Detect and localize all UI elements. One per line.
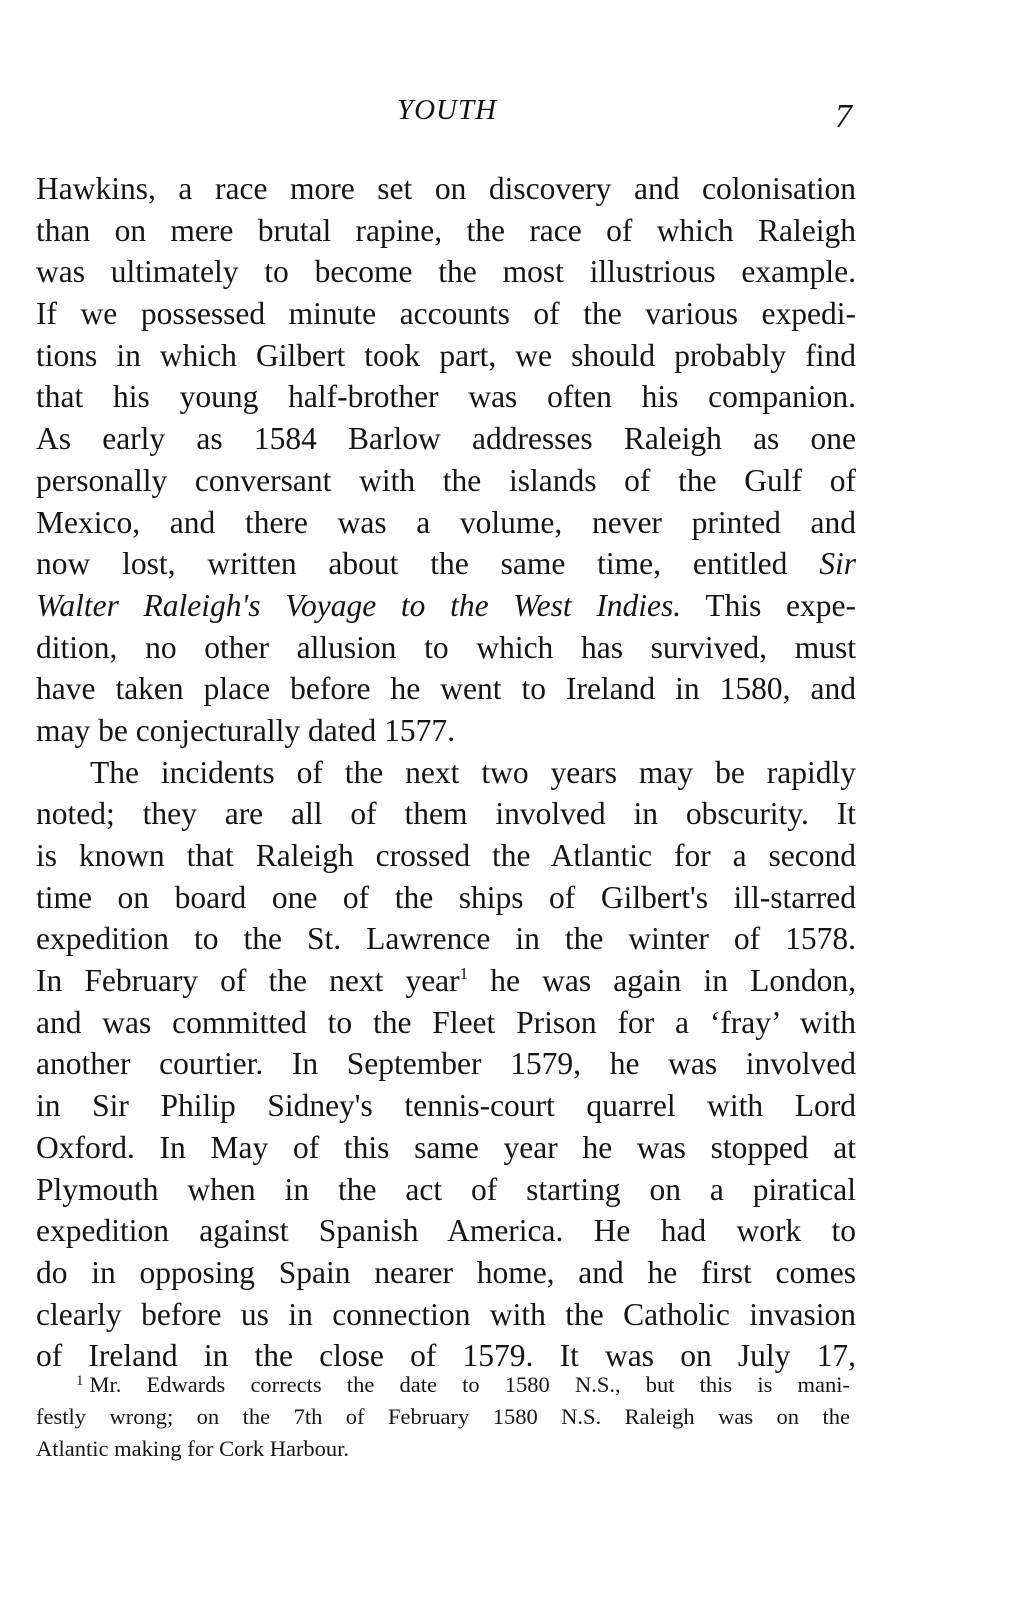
text-line bbox=[36, 960, 856, 1002]
running-head: YOUTH bbox=[396, 94, 498, 126]
text-line: may be conjecturally dated 1577. bbox=[36, 712, 455, 748]
text-line: If we possessed minute accounts of the various expedi- bbox=[36, 296, 856, 332]
text-line: The incidents of the next two years may be rapidly bbox=[90, 754, 856, 790]
text-line: time on board one of the ships of Gilbert's ill-starred bbox=[36, 879, 856, 915]
footnote-reference: 1 bbox=[459, 964, 469, 984]
footnote-text: Mr. Edwards corrects the date to 1580 N.S., but this is mani- bbox=[89, 1372, 850, 1397]
footnote bbox=[36, 1369, 850, 1465]
body-text bbox=[36, 168, 856, 1377]
text-line: expedition against Spanish America. He had work to bbox=[36, 1213, 856, 1249]
text-line: expedition to the St. Lawrence in the winter of 1578. bbox=[36, 921, 856, 957]
text-segment: In February of the next year bbox=[36, 963, 460, 999]
text-segment: This expe- bbox=[705, 587, 856, 623]
text-line: than on mere brutal rapine, the race of which Raleigh bbox=[36, 212, 856, 248]
text-line bbox=[36, 543, 856, 585]
text-segment: he was again in London, bbox=[490, 963, 856, 999]
text-line: was ultimately to become the most illustrious example. bbox=[36, 254, 856, 290]
text-line: Hawkins, a race more set on discovery and colonisation bbox=[36, 171, 856, 206]
text-line: clearly before us in connection with the Catholic invasion bbox=[36, 1296, 856, 1332]
text-segment: now lost, written about the same time, entitled bbox=[36, 546, 788, 582]
footnote-marker: 1 bbox=[76, 1373, 84, 1389]
text-line: have taken place before he went to Ireland in 1580, and bbox=[36, 671, 856, 707]
text-line: do in opposing Spain nearer home, and he first comes bbox=[36, 1254, 856, 1290]
text-line: of Ireland in the close of 1579. It was on July 17, bbox=[36, 1338, 856, 1374]
page-number: 7 bbox=[835, 98, 852, 135]
italic-title-start: Sir bbox=[819, 546, 856, 582]
text-line: another courtier. In September 1579, he was involved bbox=[36, 1046, 856, 1082]
text-line: personally conversant with the islands of the Gulf of bbox=[36, 462, 856, 498]
text-line: that his young half-brother was often his companion. bbox=[36, 379, 856, 415]
text-line: dition, no other allusion to which has survived, must bbox=[36, 629, 856, 665]
text-line: Plymouth when in the act of starting on a piratical bbox=[36, 1171, 856, 1207]
text-line: in Sir Philip Sidney's tennis-court quarrel with Lord bbox=[36, 1088, 856, 1124]
text-line: tions in which Gilbert took part, we should probably find bbox=[36, 337, 856, 373]
text-line: and was committed to the Fleet Prison for a ‘fray’ with bbox=[36, 1004, 856, 1040]
text-line: Mexico, and there was a volume, never printed and bbox=[36, 504, 856, 540]
text-line: noted; they are all of them involved in obscurity. It bbox=[36, 796, 856, 832]
text-line: Oxford. In May of this same year he was stopped at bbox=[36, 1129, 856, 1165]
italic-title: Walter Raleigh's Voyage to the West Indies. bbox=[36, 587, 682, 623]
page-header bbox=[36, 94, 858, 144]
footnote-line bbox=[36, 1369, 850, 1401]
footnote-line: Atlantic making for Cork Harbour. bbox=[36, 1436, 350, 1461]
footnote-line: festly wrong; on the 7th of February 1580 N.S. Raleigh was on the bbox=[36, 1404, 850, 1429]
text-line bbox=[36, 585, 856, 627]
text-line: As early as 1584 Barlow addresses Raleigh as one bbox=[36, 421, 856, 457]
text-line: is known that Raleigh crossed the Atlantic for a second bbox=[36, 838, 856, 873]
